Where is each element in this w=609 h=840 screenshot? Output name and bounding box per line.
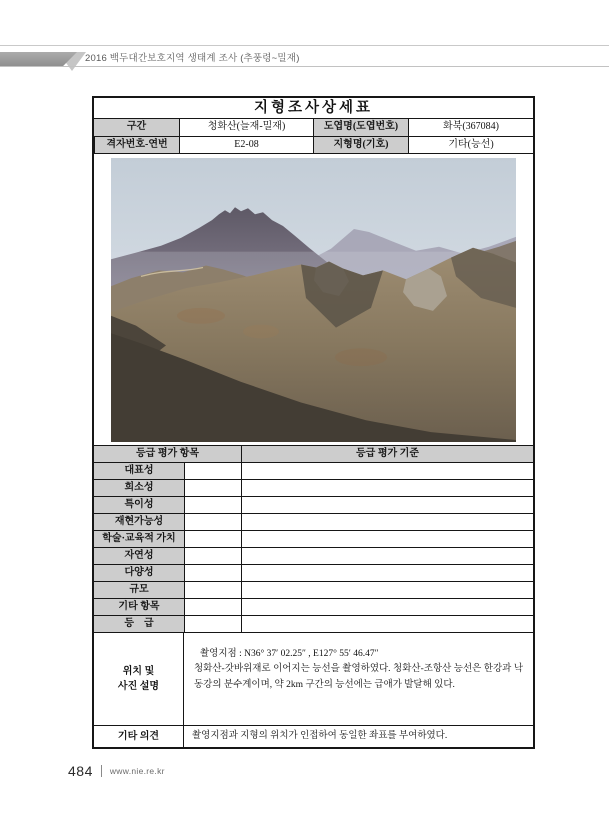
eval-grade-cell	[184, 565, 241, 581]
location-description	[184, 633, 533, 725]
header-banner	[0, 52, 77, 66]
info-value-mapsheet: 화북(367084)	[408, 119, 533, 136]
terrain-survey-table	[92, 96, 535, 749]
other-opinion-text: 촬영지점과 지형의 위치가 인접하여 동일한 좌표를 부여하였다.	[192, 731, 448, 741]
eval-label: 규모	[94, 582, 184, 598]
eval-criteria-cell	[241, 599, 533, 615]
mountain-ridge-photo	[111, 158, 516, 442]
info-value-section: 청화산(늘재-밀재)	[179, 119, 313, 136]
eval-row-rarity	[94, 479, 533, 496]
eval-row-academic-value	[94, 530, 533, 547]
eval-label: 다양성	[94, 565, 184, 581]
eval-header-criteria: 등급 평가 기준	[241, 446, 533, 462]
eval-grade-cell	[184, 514, 241, 530]
eval-row-diversity	[94, 564, 533, 581]
eval-criteria-cell	[241, 480, 533, 496]
eval-grade-cell	[184, 531, 241, 547]
photo-description-text: 청화산-갓바위재로 이어지는 능선을 촬영하였다. 청화산-조항산 능선은 한강과 낙동강의 분수계이며, 약 2km 구간의 능선에는 급애가 발달해 있다.	[194, 664, 523, 690]
eval-criteria-cell	[241, 531, 533, 547]
eval-row-other-items	[94, 598, 533, 615]
page-number: 484	[68, 763, 93, 779]
eval-label: 기타 항목	[94, 599, 184, 615]
eval-grade-cell	[184, 616, 241, 632]
eval-row-grade	[94, 615, 533, 632]
header-top-rule	[0, 45, 609, 46]
location-label	[94, 633, 184, 725]
info-value-grid-number: E2-08	[179, 136, 313, 153]
header-bottom-rule	[0, 66, 609, 67]
photo-cell	[94, 153, 533, 445]
eval-label: 등 급	[94, 616, 184, 632]
eval-label: 자연성	[94, 548, 184, 564]
location-label-line2: 사진 설명	[117, 681, 160, 692]
eval-label: 특이성	[94, 497, 184, 513]
info-label-section: 구간	[94, 119, 179, 136]
eval-label: 재현가능성	[94, 514, 184, 530]
eval-label: 학술·교육적 가치	[94, 531, 184, 547]
page-footer	[68, 762, 165, 780]
report-running-title: 2016 백두대간보호지역 생태계 조사 (추풍령~밀재)	[85, 53, 300, 64]
info-value-landform: 기타(능선)	[408, 136, 533, 153]
shooting-point-coordinates: 촬영지점 : N36° 37′ 02.25″ , E127° 55′ 46.47″	[200, 649, 379, 659]
eval-label: 희소성	[94, 480, 184, 496]
eval-grade-cell	[184, 480, 241, 496]
other-opinion-label	[94, 726, 184, 747]
eval-header-row	[94, 445, 533, 462]
info-label-grid-number: 격자번호-연번	[94, 136, 179, 153]
eval-criteria-cell	[241, 463, 533, 479]
eval-grade-cell	[184, 463, 241, 479]
eval-criteria-cell	[241, 497, 533, 513]
eval-row-reproducibility	[94, 513, 533, 530]
footer-divider	[101, 765, 102, 777]
eval-row-scale	[94, 581, 533, 598]
eval-header-item: 등급 평가 항목	[94, 446, 241, 462]
eval-criteria-cell	[241, 616, 533, 632]
info-label-landform: 지형명(기호)	[313, 136, 408, 153]
other-opinion-label-text: 기타 의견	[117, 731, 160, 742]
eval-criteria-cell	[241, 514, 533, 530]
location-label-line1: 위치 및	[122, 666, 155, 677]
other-opinion-row	[94, 725, 533, 747]
table-title: 지형조사상세표	[253, 100, 374, 116]
website-url: www.nie.re.kr	[109, 766, 165, 776]
eval-grade-cell	[184, 497, 241, 513]
eval-row-representativeness	[94, 462, 533, 479]
location-row	[94, 632, 533, 725]
eval-criteria-cell	[241, 548, 533, 564]
eval-grade-cell	[184, 582, 241, 598]
eval-criteria-cell	[241, 582, 533, 598]
eval-label: 대표성	[94, 463, 184, 479]
eval-grade-cell	[184, 599, 241, 615]
eval-row-uniqueness	[94, 496, 533, 513]
eval-grade-cell	[184, 548, 241, 564]
info-label-mapsheet: 도엽명(도엽번호)	[313, 119, 408, 136]
info-grid	[94, 118, 533, 153]
eval-criteria-cell	[241, 565, 533, 581]
eval-row-naturalness	[94, 547, 533, 564]
